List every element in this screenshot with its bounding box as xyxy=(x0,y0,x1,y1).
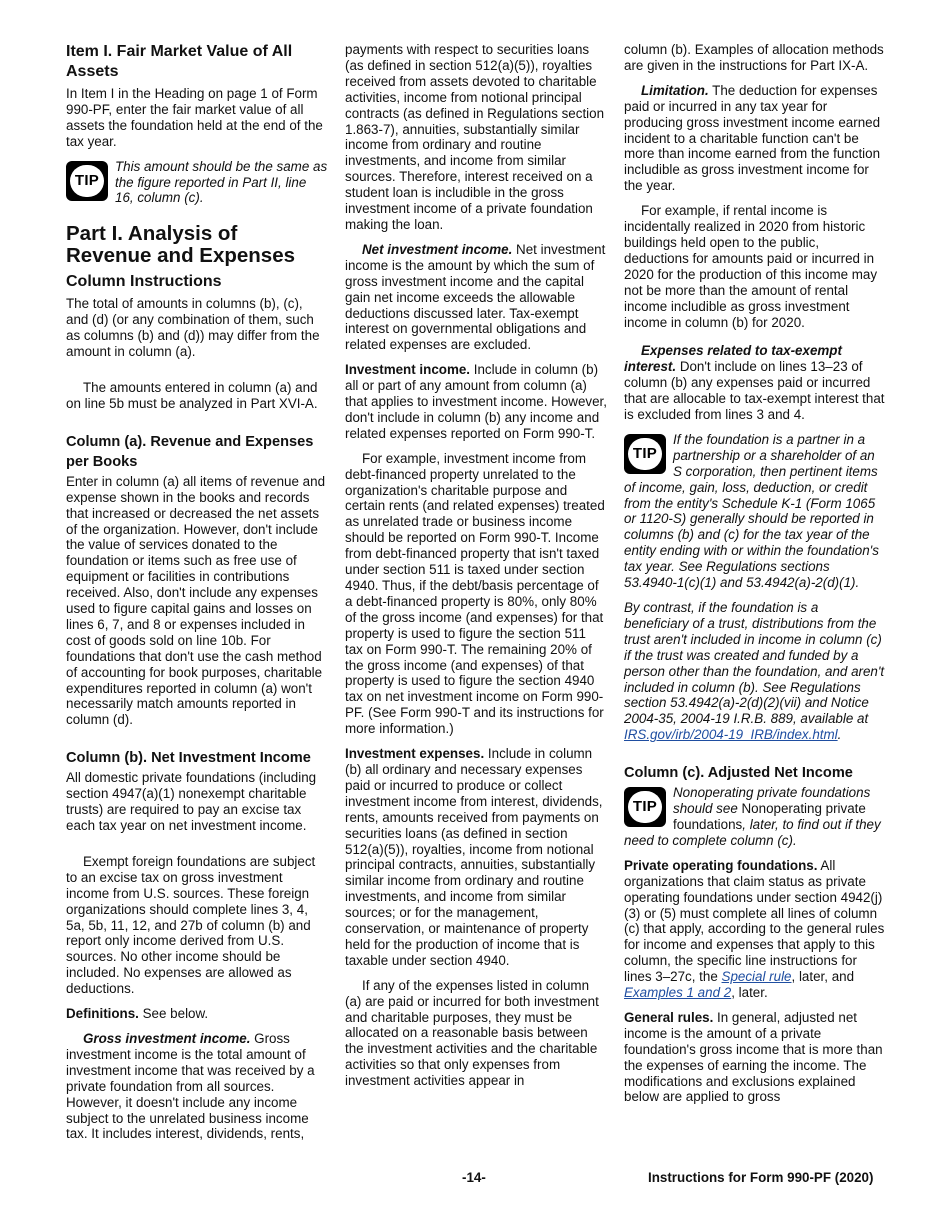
allocation-continued: column (b). Examples of allocation methods are given in the instructions for Part IX-A. xyxy=(624,42,884,73)
tip-box xyxy=(624,785,886,849)
tip-text: If the foundation is a partner in a partnership or a shareholder of an S corporation, then pertinent items of income, gain, loss, deduction, or credit from the entity's Schedule K-1 (Form 1065 or 1120-S) generally should be reported in columns (b) and (c) for the tax year of the entity ending with or within the foundation's tax year. See Regulations sections 53.4940-1(c)(1) and 53.4942(a)-2(d)(1). xyxy=(624,431,879,591)
rental-income-example: For example, if rental income is incidentally realized in 2020 from historic buildings held open to the public, deductions for amounts paid or incurred in 2020 for the production of this income may not be more than the amount of rental income includible as gross investment income in column (b) for 2020. xyxy=(624,203,878,330)
column-instructions-paragraph-2: The amounts entered in column (a) and on line 5b must be analyzed in Part XVI-A. xyxy=(66,379,318,411)
trust-beneficiary-paragraph: By contrast, if the foundation is a beneficiary of a trust, distributions from the trust aren't included in income in column (c) if the trust was created and funded by a person other than the foundation, and aren't included in column (b). See Regulations section 53.4942(a)-2(d)(2)(vii) and Notice 2004-35, 2004-19 I.R.B. 889, available at IRS.gov/irb/2004-19_IRB/index.html. xyxy=(624,600,885,743)
investment-expenses-paragraph: Investment expenses. Include in column (b) all ordinary and necessary expenses paid or incurred to produce or collect investment income from interest, dividends, rents, amounts received from payments on securities loans (as defined in section 512(a)(5)), royalties, income from notional principal contracts, annuities, substantially similar income from ordinary and routine investments, and income from similar sources; or for the management, conservation, or maintenance of property held for the production of income that is taxable under section 4940. xyxy=(345,746,603,968)
tip-box xyxy=(624,432,886,591)
tip-text: This amount should be the same as the figure reported in Part II, line 16, column (c). xyxy=(115,158,328,206)
tip-text: Nonoperating private foundations should see Nonoperating private foundations, later, to find out if they need to complete column (c). xyxy=(624,785,881,848)
item1-paragraph: In Item I in the Heading on page 1 of Form 990-PF, enter the fair market value of all assets the foundation held at the end of the tax year. xyxy=(66,86,323,149)
form-title: Instructions for Form 990-PF (2020) xyxy=(648,1170,874,1185)
private-operating-foundations-paragraph: Private operating foundations. All organizations that claim status as private operating foundations under section 4942(j)(3) or (5) must complete all lines of column (c) that apply, according to the general rules for income and expenses that apply to this column, the specific line instructions for lines 3–27c, the Special rule, later, and Examples 1 and 2, later. xyxy=(624,857,885,1001)
tip-box xyxy=(66,159,328,207)
investment-expenses-allocation: If any of the expenses listed in column (a) are paid or incurred for both investment and charitable purposes, they must be allocated on a reasonable basis between the investment activities and the charitable activities so that only expenses from investment activities appear in xyxy=(345,977,599,1089)
column-instructions-paragraph: The total of amounts in columns (b), (c), and (d) (or any combination of them, such as columns (b) and (d)) may differ from the amount in column (a). xyxy=(66,296,320,360)
investment-income-paragraph: Investment income. Include in column (b) all or part of any amount from column (a) that applies to investment income. However, don't include in column (b) any income and related expenses reported on Form 990-T. xyxy=(345,362,607,441)
tax-exempt-expenses-paragraph: Expenses related to tax-exempt interest. Don't include on lines 13–23 of column (b) any expenses paid or incurred that are allocable to tax-exempt interest that is excluded from lines 3 and 4. xyxy=(624,343,885,423)
tip-icon: TIP xyxy=(624,787,666,827)
general-rules-paragraph: General rules. In general, adjusted net income is the amount of a private foundation's gross income that is more than the expenses of earning the income. The modifications and exclusions explained below are applied to gross xyxy=(624,1009,883,1105)
definitions-paragraph: Definitions. See below. xyxy=(66,1006,209,1022)
net-investment-income-paragraph: Net investment income. Net investment income is the amount by which the sum of gross investment income and the capital gain net income exceeds the allowable deductions discussed later. Tax-exempt interest on governmental obligations and related expenses are excluded. xyxy=(345,241,606,353)
tip-icon: TIP xyxy=(624,434,666,474)
column-b-paragraph: All domestic private foundations (including section 4947(a)(1) nonexempt charitable trusts) are required to pay an excise tax each tax year on net investment income. xyxy=(66,770,317,833)
column-2 xyxy=(345,42,607,1098)
limitation-paragraph: Limitation. The deduction for expenses paid or incurred in any tax year for producing gross investment income earned incident to a charitable function can't be more than income earned from the function includible as gross investment income for the year. xyxy=(624,82,881,194)
column-a-heading: Column (a). Revenue and Expenses per Books xyxy=(66,433,314,470)
examples-link[interactable]: Examples 1 and 2 xyxy=(624,985,732,1001)
item1-heading: Item I. Fair Market Value of All Assets xyxy=(66,43,293,80)
column-a-paragraph: Enter in column (a) all items of revenue and expense shown in the books and records that increased or decreased the net assets of the organization. However, don't include the value of services donated to the foundation or items such as free use of equipment or facilities in contributions received. Also, don't include any expenses used to figure capital gains and losses on lines 6, 7, and 8 or expenses included in cost of goods sold on line 10b. For foundations that don't use the cash method of accounting for book purposes, charitable expenditures reported in column (a) won't necessarily match amounts reported in column (d). xyxy=(66,473,326,728)
tip-icon: TIP xyxy=(66,161,108,201)
gross-income-continued: payments with respect to securities loans (as defined in section 512(a)(5)), royalties received from assets devoted to charitable activities, income from notional principal contracts (as defined in Regulations section 1.863-7), annuities, substantially similar income from ordinary and routine investments, and income from similar sources. Therefore, interest received on a student loan is includible in the gross investment income of a private foundation making the loan. xyxy=(345,42,605,232)
page-number: -14- xyxy=(462,1170,486,1185)
irs-link[interactable]: IRS.gov/irb/2004-19_IRB/index.html xyxy=(624,727,838,743)
part1-heading: Part I. Analysis of Revenue and Expenses xyxy=(66,222,296,268)
investment-income-example: For example, investment income from debt-financed property unrelated to the organization's charitable purpose and certain rents (and related expenses) treated as unrelated trade or business income should be reported on Form 990-T. Income from debt-financed property that isn't taxed under section 511 is taxed under section 4940. Thus, if the debt/basis percentage of a debt-financed property is 80%, only 80% of the gross income (and expenses) for that property is used to figure the section 511 tax on Form 990-T. The remaining 20% of the gross income (and expenses) of that property is used to figure the section 4940 tax on net investment income on Form 990-PF. (See Form 990-T and its instructions for more information.) xyxy=(345,450,605,737)
gross-investment-income-paragraph: Gross investment income. Gross investment income is the total amount of investment income that was received by a private foundation from all sources. However, it doesn't include any income subject to the unrelated business income tax. It includes interest, dividends, rents, xyxy=(66,1030,315,1142)
column-b-heading: Column (b). Net Investment Income xyxy=(66,750,311,767)
special-rule-link[interactable]: Special rule xyxy=(721,969,792,985)
column-c-heading: Column (c). Adjusted Net Income xyxy=(624,765,853,782)
column-instructions-heading: Column Instructions xyxy=(66,273,222,291)
column-3 xyxy=(624,42,886,1114)
column-1 xyxy=(66,42,328,1151)
column-b-paragraph-2: Exempt foreign foundations are subject to an excise tax on gross investment income from U.S. sources. These foreign organizations should complete lines 3, 4, 5a, 5b, 11, 12, and 27b of column (b) and report only income derived from U.S. sources. No other income should be included. No expenses are allowed as deductions. xyxy=(66,853,316,997)
